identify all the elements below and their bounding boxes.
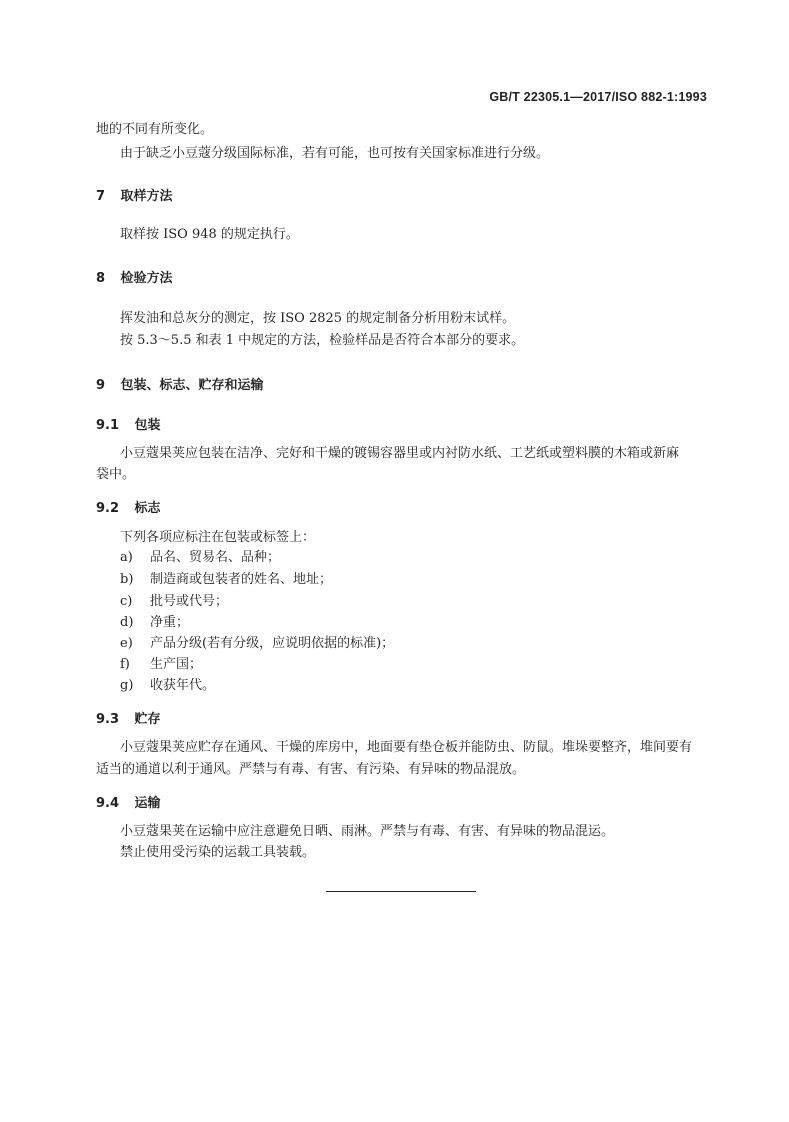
paragraph-line: 适当的通道以利于通风。严禁与有毒、有害、有污染、有异味的物品混放。: [96, 762, 526, 777]
subsection-heading-9-1: [96, 414, 161, 433]
subsection-title: 运输: [134, 796, 161, 811]
list-marker: f): [120, 657, 130, 672]
section-title: 包装、标志、贮存和运输: [120, 378, 264, 393]
section-heading-8: [96, 267, 173, 286]
list-item: [120, 676, 215, 696]
paragraph-line: 由于缺乏小豆蔻分级国际标准，若有可能，也可按有关国家标准进行分级。: [120, 146, 550, 161]
list-text: 批号或代号；: [150, 594, 229, 609]
subsection-heading-9-2: [96, 497, 161, 516]
subsection-number: 9.3: [96, 712, 120, 727]
list-text: 品名、贸易名、品种；: [150, 550, 281, 565]
subsection-number: 9.2: [96, 501, 120, 516]
section-heading-7: [96, 185, 173, 204]
list-item: [120, 592, 228, 612]
subsection-title: 包装: [134, 418, 161, 433]
paragraph-line: 小豆蔻果荚在运输中应注意避免日晒、雨淋。严禁与有毒、有害、有异味的物品混运。: [120, 824, 615, 839]
list-item: [120, 570, 332, 590]
list-text: 净重；: [150, 615, 190, 630]
subsection-number: 9.4: [96, 796, 120, 811]
section-title: 检验方法: [120, 271, 173, 286]
list-item: [120, 655, 202, 675]
paragraph-line: 地的不同有所变化。: [96, 122, 214, 137]
paragraph-line: 按 5.3～5.5 和表 1 中规定的方法，检验样品是否符合本部分的要求。: [120, 333, 525, 348]
paragraph-line: 小豆蔻果荚应包装在洁净、完好和干燥的镀锡容器里或内衬防水纸、工艺纸或塑料膜的木箱或新麻: [120, 446, 680, 461]
paragraph-line: 挥发油和总灰分的测定，按 ISO 2825 的规定制备分析用粉末试样。: [120, 311, 516, 326]
list-marker: a): [120, 550, 133, 565]
section-title: 取样方法: [120, 189, 173, 204]
list-marker: e): [120, 636, 133, 651]
list-text: 生产国；: [150, 657, 203, 672]
section-heading-9: [96, 374, 264, 393]
subsection-heading-9-4: [96, 792, 161, 811]
subsection-title: 标志: [134, 501, 161, 516]
list-item: [120, 613, 189, 633]
list-marker: d): [120, 615, 134, 630]
list-text: 收获年代。: [150, 678, 216, 693]
paragraph-line: 小豆蔻果荚应贮存在通风、干燥的库房中，地面要有垫仓板并能防虫、防鼠。堆垛要整齐，堆间要有: [120, 740, 693, 755]
section-number: 7: [96, 189, 106, 204]
list-text: 产品分级(若有分级，应说明依据的标准)；: [150, 636, 395, 651]
list-text: 制造商或包装者的姓名、地址；: [150, 572, 333, 587]
standard-code: GB/T 22305.1—2017/ISO 882-1:1993: [489, 90, 707, 104]
subsection-heading-9-3: [96, 708, 161, 727]
section-number: 8: [96, 271, 106, 286]
paragraph-line: 取样按 ISO 948 的规定执行。: [120, 227, 299, 242]
paragraph-line: 下列各项应标注在包装或标签上：: [120, 530, 316, 545]
list-marker: g): [120, 678, 134, 693]
list-marker: c): [120, 594, 133, 609]
paragraph-line: 禁止使用受污染的运载工具装载。: [120, 845, 316, 860]
subsection-title: 贮存: [134, 712, 161, 727]
list-item: [120, 634, 394, 654]
subsection-number: 9.1: [96, 418, 120, 433]
section-number: 9: [96, 378, 106, 393]
list-item: [120, 548, 280, 568]
end-of-document-rule: [326, 891, 476, 892]
paragraph-line: 袋中。: [96, 467, 136, 482]
list-marker: b): [120, 572, 134, 587]
